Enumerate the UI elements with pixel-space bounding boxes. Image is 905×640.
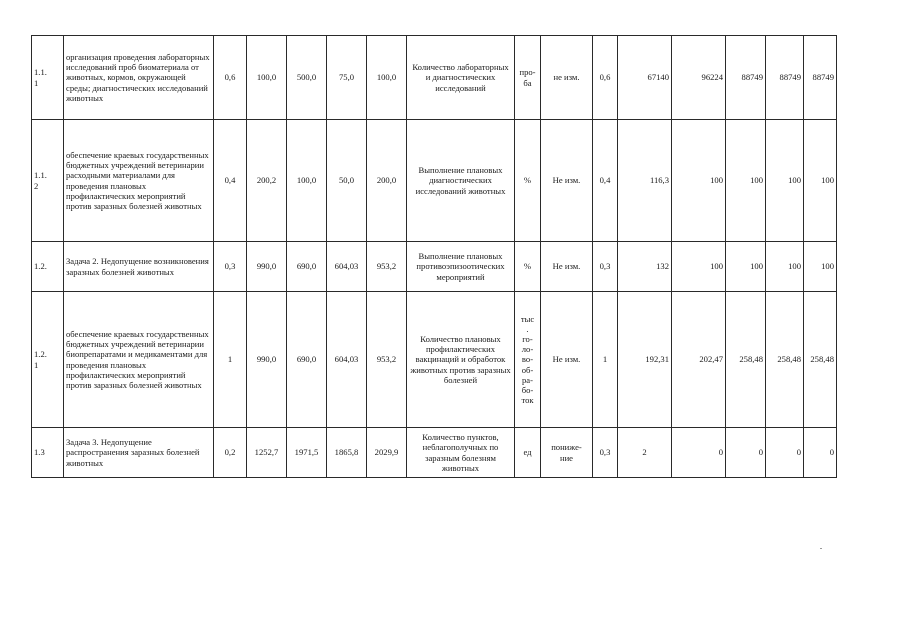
value-cell: 690,0 xyxy=(287,242,327,292)
weight-cell: 0,6 xyxy=(214,36,247,120)
weight-cell: 0,4 xyxy=(593,120,618,242)
measure-name: обеспечение краевых государственных бюджетных учреждений ветеринарии биопрепаратами и медикаментами для проведения плановых профилактических мероприятий против заразных болезней животных xyxy=(64,292,214,428)
indicator-name: Количество лабораторных и диагностических исследований xyxy=(407,36,515,120)
value-cell: 116,3 xyxy=(618,120,672,242)
task-name: Задача 3. Недопущение распространения заразных болезней животных xyxy=(64,428,214,478)
value-cell: 500,0 xyxy=(287,36,327,120)
value-cell: 132 xyxy=(618,242,672,292)
value-cell: 258,48 xyxy=(726,292,766,428)
value-cell: 75,0 xyxy=(327,36,367,120)
change-cell: не изм. xyxy=(541,36,593,120)
indicator-name: Выполнение плановых диагностических исследований животных xyxy=(407,120,515,242)
unit-cell: тыс . го- ло- во- об- ра- бо- ток xyxy=(515,292,541,428)
value-cell: 96224 xyxy=(672,36,726,120)
weight-cell: 0,6 xyxy=(593,36,618,120)
table-row xyxy=(32,292,837,428)
value-cell: 100 xyxy=(726,120,766,242)
weight-cell: 1 xyxy=(214,292,247,428)
unit-cell: % xyxy=(515,242,541,292)
value-cell: 100,0 xyxy=(367,36,407,120)
value-cell: 990,0 xyxy=(247,242,287,292)
unit-cell: % xyxy=(515,120,541,242)
value-cell: 0 xyxy=(804,428,837,478)
value-cell: 192,31 xyxy=(618,292,672,428)
value-cell: 100 xyxy=(804,242,837,292)
table-row xyxy=(32,36,837,120)
weight-cell: 0,3 xyxy=(593,428,618,478)
indicator-name: Количество плановых профилактических вакцинаций и обработок животных против заразных болезней xyxy=(407,292,515,428)
value-cell: 953,2 xyxy=(367,242,407,292)
indicator-name: Выполнение плановых противоэпизоотических мероприятий xyxy=(407,242,515,292)
value-cell: 100 xyxy=(804,120,837,242)
value-cell: 202,47 xyxy=(672,292,726,428)
value-cell: 100 xyxy=(672,120,726,242)
value-cell: 100 xyxy=(766,120,804,242)
weight-cell: 0,3 xyxy=(593,242,618,292)
table-row xyxy=(32,428,837,478)
row-number: 1.2. xyxy=(32,242,64,292)
weight-cell: 1 xyxy=(593,292,618,428)
value-cell: 258,48 xyxy=(804,292,837,428)
weight-cell: 0,3 xyxy=(214,242,247,292)
value-cell: 67140 xyxy=(618,36,672,120)
value-cell: 0 xyxy=(672,428,726,478)
value-cell: 0 xyxy=(726,428,766,478)
value-cell: 100 xyxy=(766,242,804,292)
weight-cell: 0,2 xyxy=(214,428,247,478)
value-cell: 88749 xyxy=(766,36,804,120)
change-cell: пониже- ние xyxy=(541,428,593,478)
value-cell: 100 xyxy=(672,242,726,292)
value-cell: 1865,8 xyxy=(327,428,367,478)
value-cell: 990,0 xyxy=(247,292,287,428)
value-cell: 50,0 xyxy=(327,120,367,242)
task-name: Задача 2. Недопущение возникновения заразных болезней животных xyxy=(64,242,214,292)
measure-name: организация проведения лабораторных исследований проб биоматериала от животных, кормов, окружающей среды; диагностических исследований животных xyxy=(64,36,214,120)
scan-speck xyxy=(820,548,822,549)
row-number: 1.2. 1 xyxy=(32,292,64,428)
value-cell: 953,2 xyxy=(367,292,407,428)
value-cell: 604,03 xyxy=(327,292,367,428)
value-cell: 88749 xyxy=(726,36,766,120)
indicator-name: Количество пунктов, неблагополучных по заразным болезням животных xyxy=(407,428,515,478)
value-cell: 258,48 xyxy=(766,292,804,428)
value-cell: 690,0 xyxy=(287,292,327,428)
row-number: 1.1. 1 xyxy=(32,36,64,120)
value-cell: 100 xyxy=(726,242,766,292)
value-cell: 604,03 xyxy=(327,242,367,292)
indicators-table xyxy=(31,35,837,478)
change-cell: Не изм. xyxy=(541,292,593,428)
value-cell: 200,0 xyxy=(367,120,407,242)
value-cell: 100,0 xyxy=(287,120,327,242)
value-cell: 2 xyxy=(618,428,672,478)
table-row xyxy=(32,120,837,242)
change-cell: Не изм. xyxy=(541,242,593,292)
row-number: 1.1. 2 xyxy=(32,120,64,242)
value-cell: 1252,7 xyxy=(247,428,287,478)
value-cell: 200,2 xyxy=(247,120,287,242)
value-cell: 100,0 xyxy=(247,36,287,120)
change-cell: Не изм. xyxy=(541,120,593,242)
value-cell: 88749 xyxy=(804,36,837,120)
measure-name: обеспечение краевых государственных бюджетных учреждений ветеринарии расходными материалами для проведения плановых профилактических мероприятий против заразных болезней животных xyxy=(64,120,214,242)
weight-cell: 0,4 xyxy=(214,120,247,242)
table-row xyxy=(32,242,837,292)
unit-cell: ед xyxy=(515,428,541,478)
value-cell: 1971,5 xyxy=(287,428,327,478)
value-cell: 0 xyxy=(766,428,804,478)
value-cell: 2029,9 xyxy=(367,428,407,478)
unit-cell: про-ба xyxy=(515,36,541,120)
row-number: 1.3 xyxy=(32,428,64,478)
